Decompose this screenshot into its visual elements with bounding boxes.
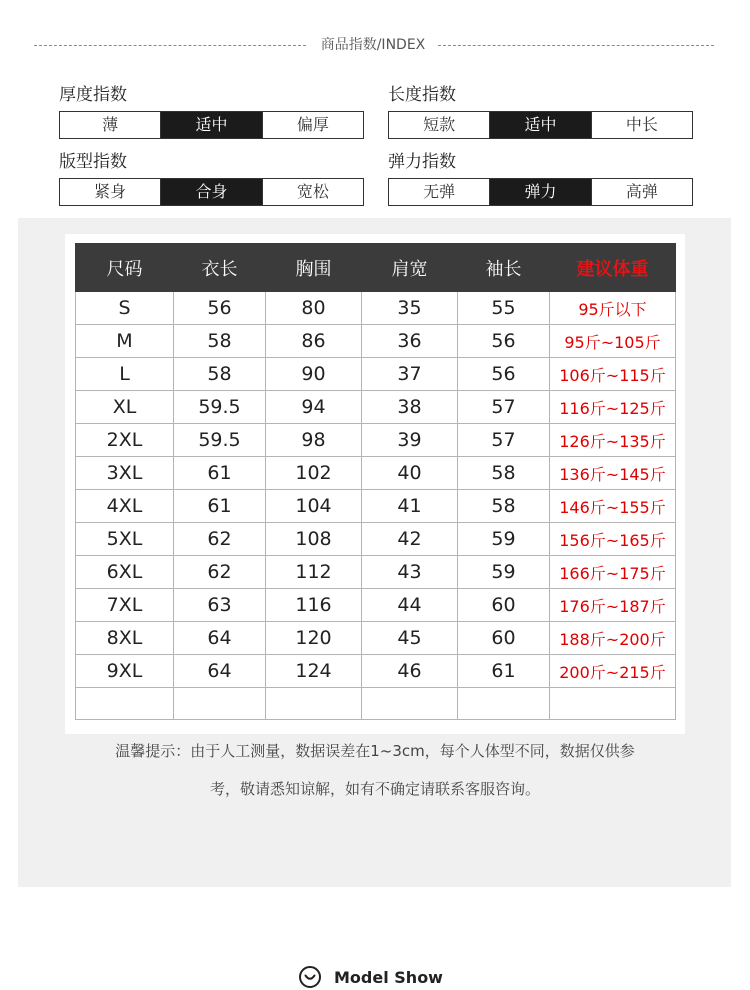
- header-chest: 胸围: [266, 244, 362, 292]
- empty-cell: [458, 688, 550, 720]
- measure-cell: 56: [458, 325, 550, 358]
- measure-cell: 124: [266, 655, 362, 688]
- size-cell: 4XL: [76, 490, 174, 523]
- weight-cell: 166斤~175斤: [550, 556, 676, 589]
- measure-cell: 58: [174, 325, 266, 358]
- empty-cell: [76, 688, 174, 720]
- measure-cell: 98: [266, 424, 362, 457]
- measure-cell: 60: [458, 622, 550, 655]
- index-label: 弹力指数: [388, 152, 456, 172]
- index-option: 短款: [423, 115, 456, 134]
- size-cell: 3XL: [76, 457, 174, 490]
- weight-cell: 106斤~115斤: [550, 358, 676, 391]
- index-option-selected: 适中: [160, 112, 261, 138]
- size-row: [76, 424, 676, 457]
- weight-cell: 95斤~105斤: [550, 325, 676, 358]
- index-option: 中长: [591, 112, 692, 138]
- size-cell: XL: [76, 391, 174, 424]
- measure-cell: 45: [362, 622, 458, 655]
- section-title: 商品指数/INDEX: [320, 37, 426, 53]
- header-shoulder: 肩宽: [362, 244, 458, 292]
- header-divider-left: [34, 45, 306, 46]
- measure-cell: 90: [266, 358, 362, 391]
- index-option: 偏厚: [262, 112, 363, 138]
- index-option: 薄: [102, 115, 119, 134]
- measure-cell: 42: [362, 523, 458, 556]
- index-label: 版型指数: [59, 152, 127, 172]
- index-scale: [59, 111, 364, 139]
- index-scale: [388, 111, 693, 139]
- size-note-line-1: 温馨提示：由于人工测量，数据误差在1~3cm，每个人体型不同，数据仅供参: [115, 742, 635, 760]
- index-scale: [388, 178, 693, 206]
- index-label: 长度指数: [388, 85, 456, 105]
- measure-cell: 116: [266, 589, 362, 622]
- measure-cell: 59.5: [174, 424, 266, 457]
- empty-cell: [362, 688, 458, 720]
- size-row: [76, 622, 676, 655]
- size-cell: 7XL: [76, 589, 174, 622]
- size-row: [76, 523, 676, 556]
- measure-cell: 59: [458, 556, 550, 589]
- size-row: [76, 391, 676, 424]
- size-row: [76, 589, 676, 622]
- measure-cell: 46: [362, 655, 458, 688]
- size-row: [76, 292, 676, 325]
- measure-cell: 62: [174, 556, 266, 589]
- size-row: [76, 655, 676, 688]
- empty-cell: [550, 688, 676, 720]
- header-divider-right: [438, 45, 714, 46]
- section-header: [34, 34, 714, 56]
- measure-cell: 104: [266, 490, 362, 523]
- size-cell: 2XL: [76, 424, 174, 457]
- header-length: 衣长: [174, 244, 266, 292]
- index-option: 紧身: [94, 182, 127, 201]
- weight-cell: 146斤~155斤: [550, 490, 676, 523]
- header-size: 尺码: [76, 244, 174, 292]
- size-cell: 8XL: [76, 622, 174, 655]
- measure-cell: 58: [458, 457, 550, 490]
- size-cell: 5XL: [76, 523, 174, 556]
- header-weight: 建议体重: [550, 244, 676, 292]
- measure-cell: 58: [458, 490, 550, 523]
- measure-cell: 43: [362, 556, 458, 589]
- size-cell: S: [76, 292, 174, 325]
- measure-cell: 80: [266, 292, 362, 325]
- index-option-selected: 合身: [160, 179, 261, 205]
- header-sleeve: 袖长: [458, 244, 550, 292]
- weight-cell: 136斤~145斤: [550, 457, 676, 490]
- measure-cell: 56: [458, 358, 550, 391]
- size-cell: 6XL: [76, 556, 174, 589]
- measure-cell: 94: [266, 391, 362, 424]
- size-row: [76, 457, 676, 490]
- measure-cell: 62: [174, 523, 266, 556]
- measure-cell: 57: [458, 391, 550, 424]
- measure-cell: 40: [362, 457, 458, 490]
- size-table-header: [76, 244, 676, 292]
- size-cell: M: [76, 325, 174, 358]
- measure-cell: 86: [266, 325, 362, 358]
- index-elasticity: [388, 151, 693, 206]
- weight-cell: 188斤~200斤: [550, 622, 676, 655]
- measure-cell: 64: [174, 622, 266, 655]
- index-option: 宽松: [262, 179, 363, 205]
- size-row: [76, 490, 676, 523]
- measure-cell: 61: [174, 457, 266, 490]
- measure-cell: 112: [266, 556, 362, 589]
- measure-cell: 59.5: [174, 391, 266, 424]
- measure-cell: 120: [266, 622, 362, 655]
- weight-cell: 200斤~215斤: [550, 655, 676, 688]
- size-note-line-2: 考，敬请悉知谅解，如有不确定请联系客服咨询。: [209, 780, 540, 798]
- measure-cell: 58: [174, 358, 266, 391]
- size-row: [76, 325, 676, 358]
- weight-cell: 126斤~135斤: [550, 424, 676, 457]
- measure-cell: 64: [174, 655, 266, 688]
- measure-cell: 37: [362, 358, 458, 391]
- measure-cell: 60: [458, 589, 550, 622]
- index-option: 高弹: [591, 179, 692, 205]
- model-show-label: Model Show: [334, 967, 443, 987]
- measure-cell: 41: [362, 490, 458, 523]
- measure-cell: 61: [174, 490, 266, 523]
- index-option-selected: 弹力: [489, 179, 590, 205]
- measure-cell: 39: [362, 424, 458, 457]
- size-table: [75, 243, 676, 720]
- weight-cell: 156斤~165斤: [550, 523, 676, 556]
- size-row: [76, 358, 676, 391]
- empty-cell: [174, 688, 266, 720]
- measure-cell: 61: [458, 655, 550, 688]
- index-thickness: [59, 84, 364, 139]
- model-show-heading: [298, 964, 443, 990]
- weight-cell: 116斤~125斤: [550, 391, 676, 424]
- measure-cell: 44: [362, 589, 458, 622]
- measure-cell: 35: [362, 292, 458, 325]
- weight-cell: 95斤以下: [550, 292, 676, 325]
- index-label: 厚度指数: [59, 85, 127, 105]
- index-option-selected: 适中: [489, 112, 590, 138]
- size-cell: L: [76, 358, 174, 391]
- index-length: [388, 84, 693, 139]
- index-option: 无弹: [423, 182, 456, 201]
- measure-cell: 38: [362, 391, 458, 424]
- measure-cell: 59: [458, 523, 550, 556]
- size-row: [76, 556, 676, 589]
- measure-cell: 36: [362, 325, 458, 358]
- measure-cell: 57: [458, 424, 550, 457]
- measure-cell: 108: [266, 523, 362, 556]
- measure-cell: 63: [174, 589, 266, 622]
- smile-icon: [298, 965, 322, 989]
- index-scale: [59, 178, 364, 206]
- size-row-empty: [76, 688, 676, 720]
- measure-cell: 56: [174, 292, 266, 325]
- measure-cell: 55: [458, 292, 550, 325]
- size-cell: 9XL: [76, 655, 174, 688]
- index-fit: [59, 151, 364, 206]
- empty-cell: [266, 688, 362, 720]
- weight-cell: 176斤~187斤: [550, 589, 676, 622]
- measure-cell: 102: [266, 457, 362, 490]
- size-table-card: [65, 234, 685, 734]
